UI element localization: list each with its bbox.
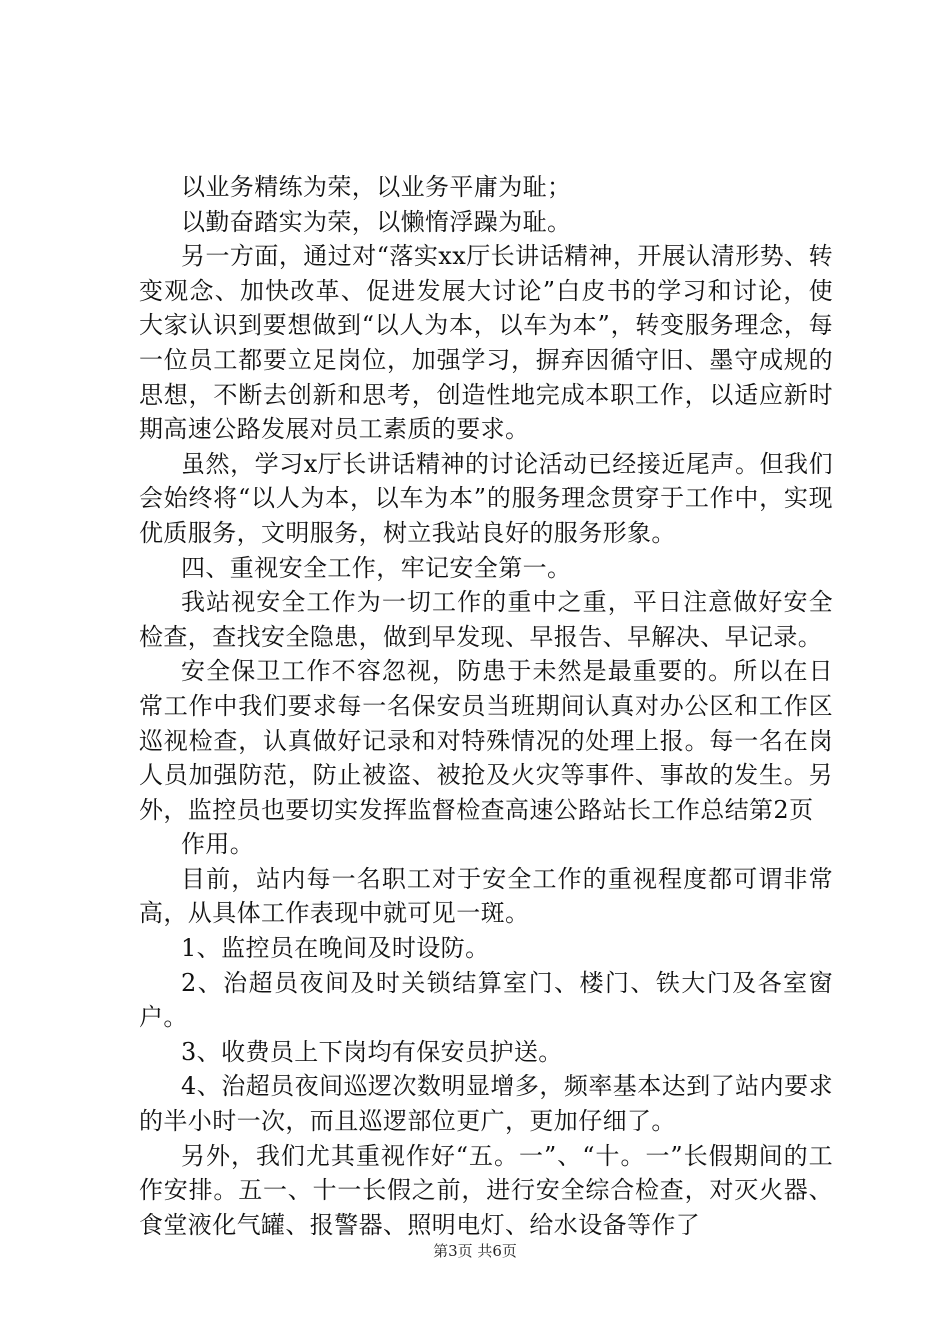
paragraph: 作用。 — [181, 830, 255, 859]
list-item: 4、治超员夜间巡逻次数明显增多，频率基本达到了站内要求的半小时一次，而且巡逻部位更广，更加仔细了。 — [139, 1072, 833, 1136]
document-body — [139, 170, 833, 1242]
list-item: 3、收费员上下岗均有保安员护送。 — [181, 1037, 563, 1066]
paragraph: 目前，站内每一名职工对于安全工作的重视程度都可谓非常高，从具体工作表现中就可见一斑。 — [139, 864, 833, 928]
paragraph: 我站视安全工作为一切工作的重中之重，平日注意做好安全检查，查找安全隐患，做到早发现、早报告、早解决、早记录。 — [139, 588, 833, 651]
paragraph: 以勤奋踏实为荣，以懒惰浮躁为耻。 — [181, 207, 572, 236]
paragraph: 以业务精练为荣，以业务平庸为耻； — [181, 173, 572, 201]
section-heading: 四、重视安全工作，牢记安全第一。 — [181, 553, 572, 582]
paragraph: 虽然，学习x厅长讲话精神的讨论活动已经接近尾声。但我们会始终将“以人为本，以车为本”的服务理念贯穿于工作中，实现优质服务，文明服务，树立我站良好的服务形象。 — [139, 449, 833, 547]
page-footer: 第3页 共6页 — [433, 1242, 517, 1260]
paragraph: 另外，我们尤其重视作好“五。一”、“十。一”长假期间的工作安排。五一、十一长假之前，进行安全综合检查，对灭火器、食堂液化气罐、报警器、照明电灯、给水设备等作了 — [139, 1141, 833, 1239]
list-item: 1、监控员在晚间及时设防。 — [181, 934, 490, 963]
list-item: 2、治超员夜间及时关锁结算室门、楼门、铁大门及各室窗户。 — [139, 968, 833, 1032]
paragraph: 另一方面，通过对“落实xx厅长讲话精神，开展认清形势、转变观念、加快改革、促进发展大讨论”白皮书的学习和讨论，使大家认识到要想做到“以人为本，以车为本”，转变服务理念，每一位员工都要立足岗位，加强学习，摒弃因循守旧、墨守成规的思想，不断去创新和思考，创造性地完成本职工作，以适应新时期高速公路发展对员工素质的要求。 — [139, 242, 833, 444]
paragraph: 安全保卫工作不容忽视，防患于未然是最重要的。所以在日常工作中我们要求每一名保安员当班期间认真对办公区和工作区巡视检查，认真做好记录和对特殊情况的处理上报。每一名在岗人员加强防范，防止被盗、被抢及火灾等事件、事故的发生。另外，监控员也要切实发挥监督检查高速公路站长工作总结第2页 — [139, 657, 833, 824]
